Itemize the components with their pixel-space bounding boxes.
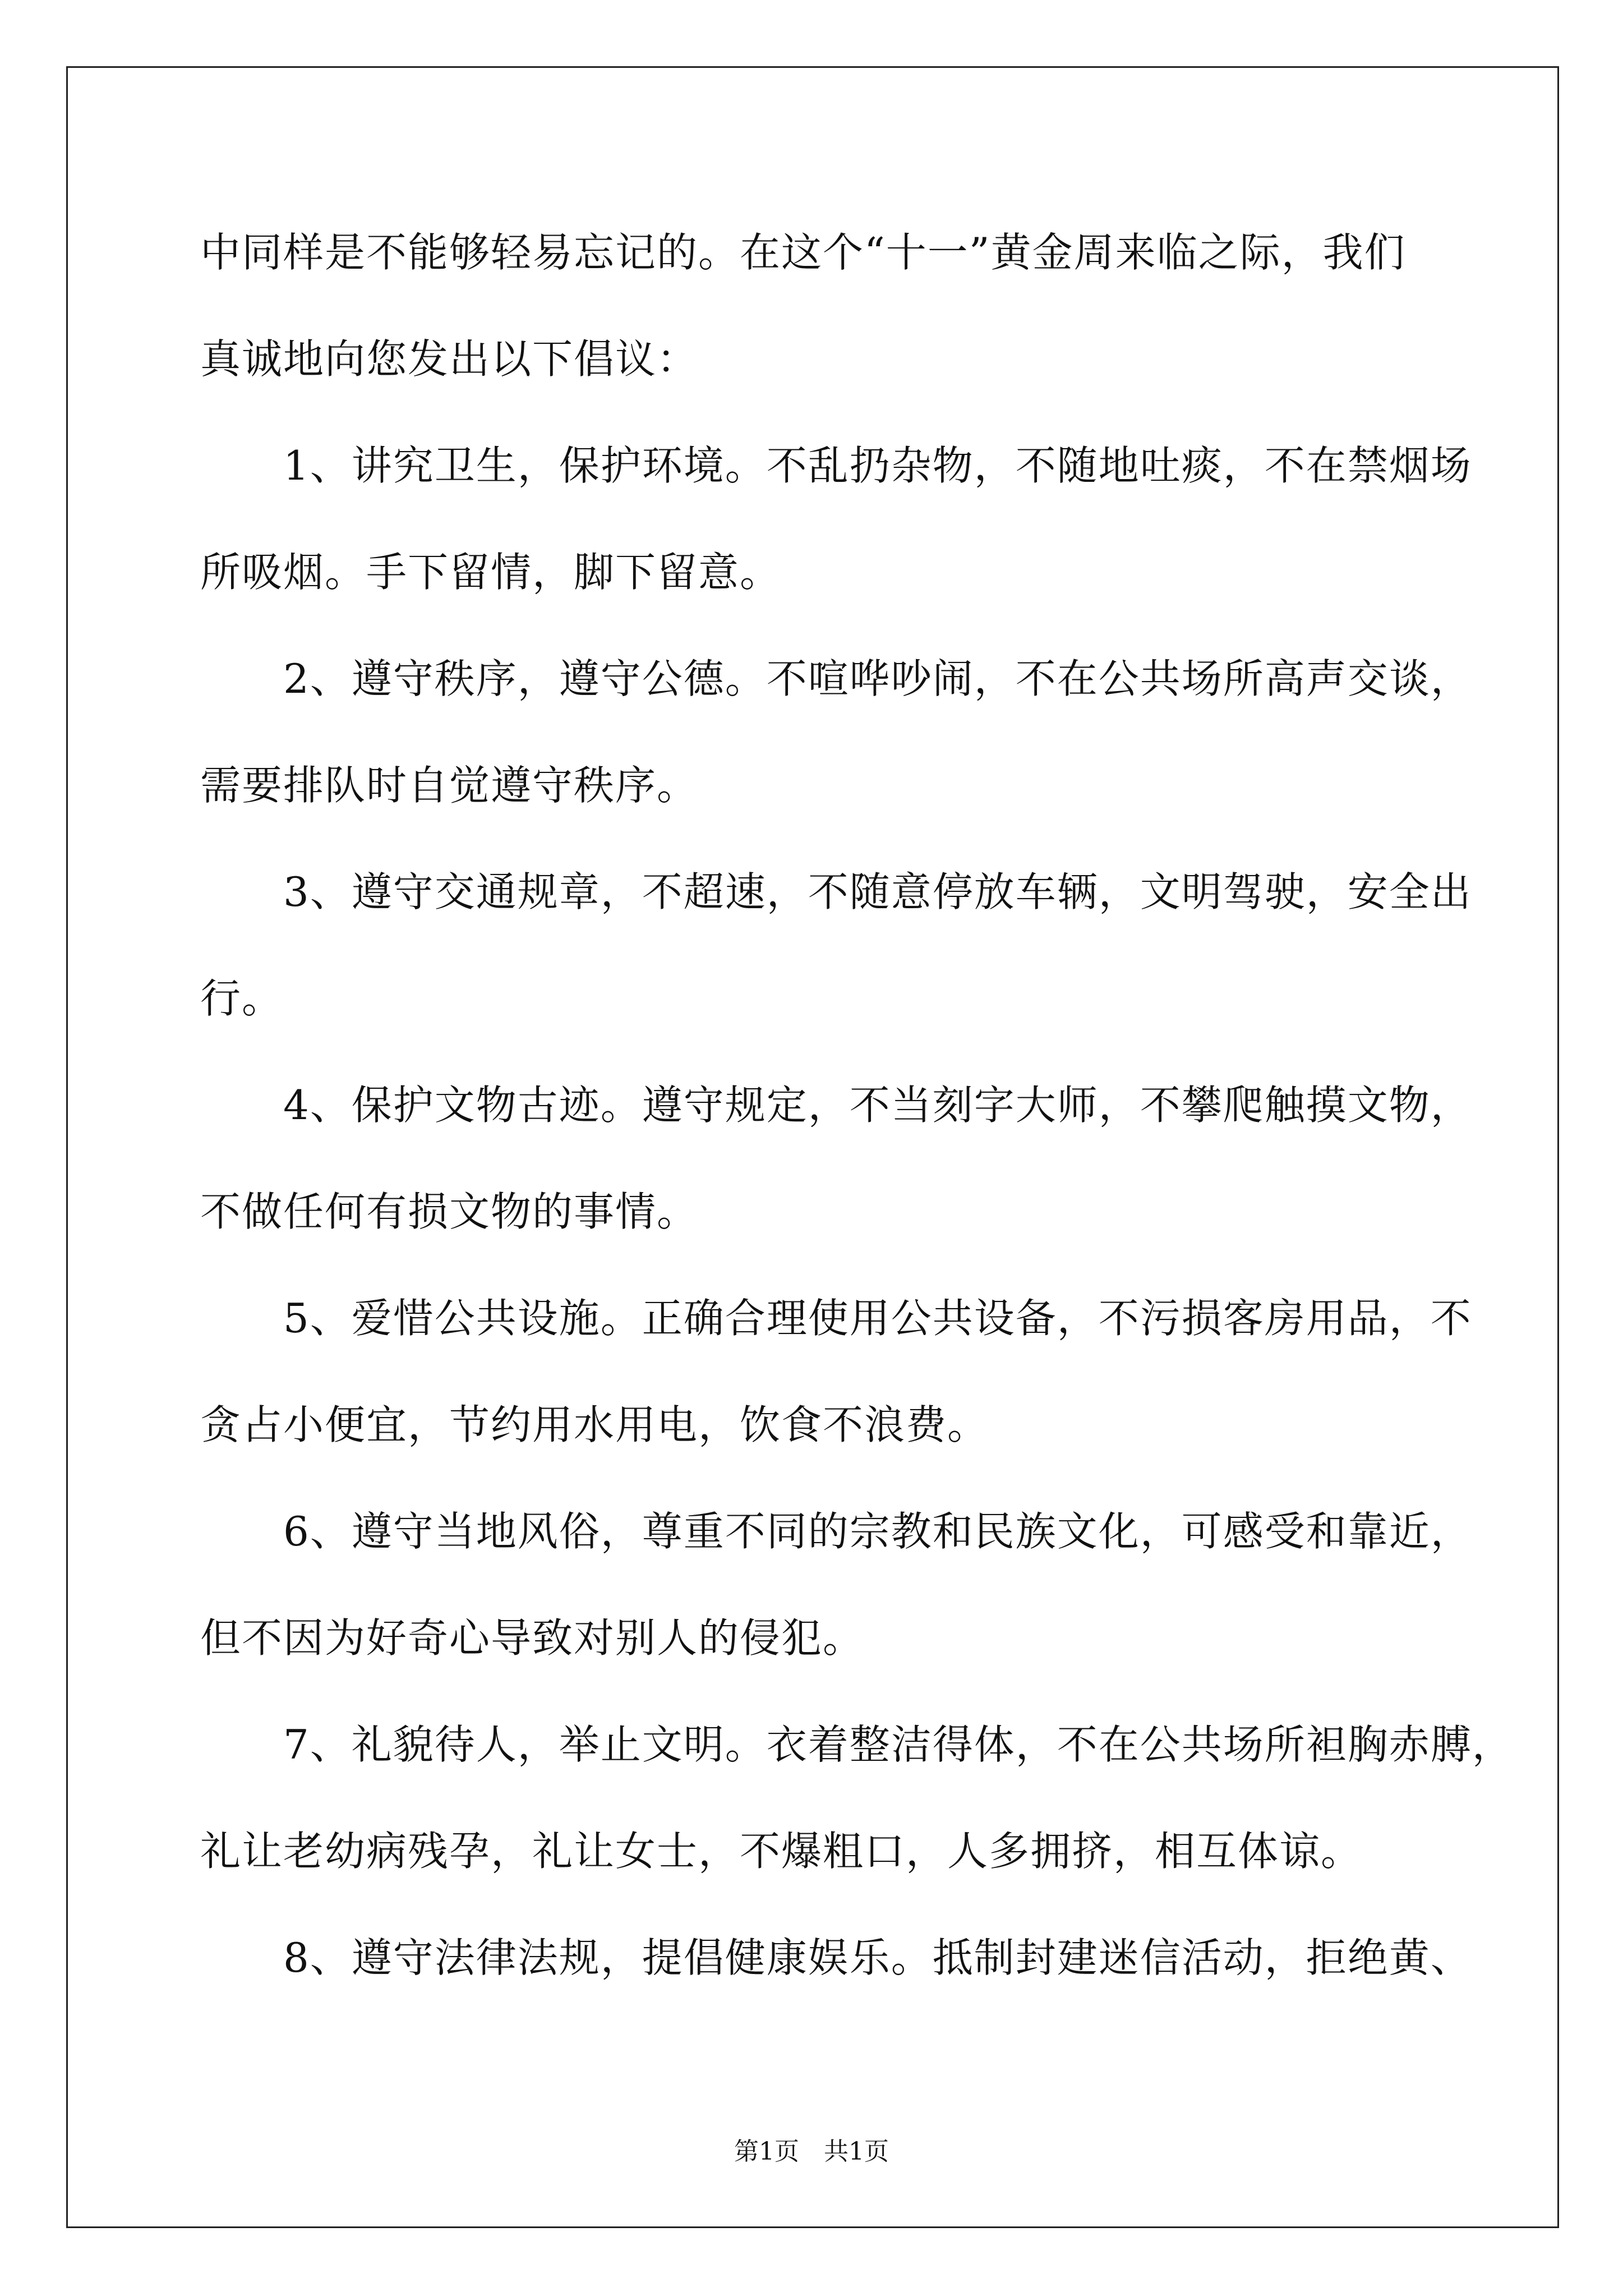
text-line: 中同样是不能够轻易忘记的。在这个“十一”黄金周来临之际，我们: [200, 229, 1406, 276]
page-border: [66, 66, 1559, 2228]
text-line: 4、保护文物古迹。遵守规定，不当刻字大师，不攀爬触摸文物，: [200, 1082, 1472, 1129]
text-line: 但不因为好奇心导致对别人的侵犯。: [200, 1614, 865, 1662]
page-footer: 第1页 共1页: [734, 2137, 889, 2166]
text-line: 不做任何有损文物的事情。: [200, 1188, 699, 1235]
text-line: 5、爱惜公共设施。正确合理使用公共设备，不污损客房用品，不: [200, 1295, 1472, 1342]
text-line: 礼让老幼病残孕，礼让女士，不爆粗口，人多拥挤，相互体谅。: [200, 1828, 1363, 1875]
text-line: 真诚地向您发出以下倡议：: [200, 335, 699, 383]
text-line: 8、遵守法律法规，提倡健康娱乐。抵制封建迷信活动，拒绝黄、: [200, 1934, 1472, 1981]
text-line: 7、礼貌待人，举止文明。衣着整洁得体，不在公共场所袒胸赤膊，: [200, 1721, 1514, 1768]
text-line: 所吸烟。手下留情，脚下留意。: [200, 549, 782, 596]
text-line: 行。: [200, 975, 284, 1022]
text-line: 需要排队时自觉遵守秩序。: [200, 762, 699, 809]
text-line: 3、遵守交通规章，不超速，不随意停放车辆，文明驾驶，安全出: [200, 868, 1472, 915]
text-line: 贪占小便宜，节约用水用电，饮食不浪费。: [200, 1401, 989, 1448]
text-line: 1、讲究卫生，保护环境。不乱扔杂物，不随地吐痰，不在禁烟场: [200, 442, 1472, 489]
text-line: 6、遵守当地风俗，尊重不同的宗教和民族文化，可感受和靠近，: [200, 1508, 1472, 1555]
text-line: 2、遵守秩序，遵守公德。不喧哗吵闹，不在公共场所高声交谈，: [200, 655, 1472, 702]
